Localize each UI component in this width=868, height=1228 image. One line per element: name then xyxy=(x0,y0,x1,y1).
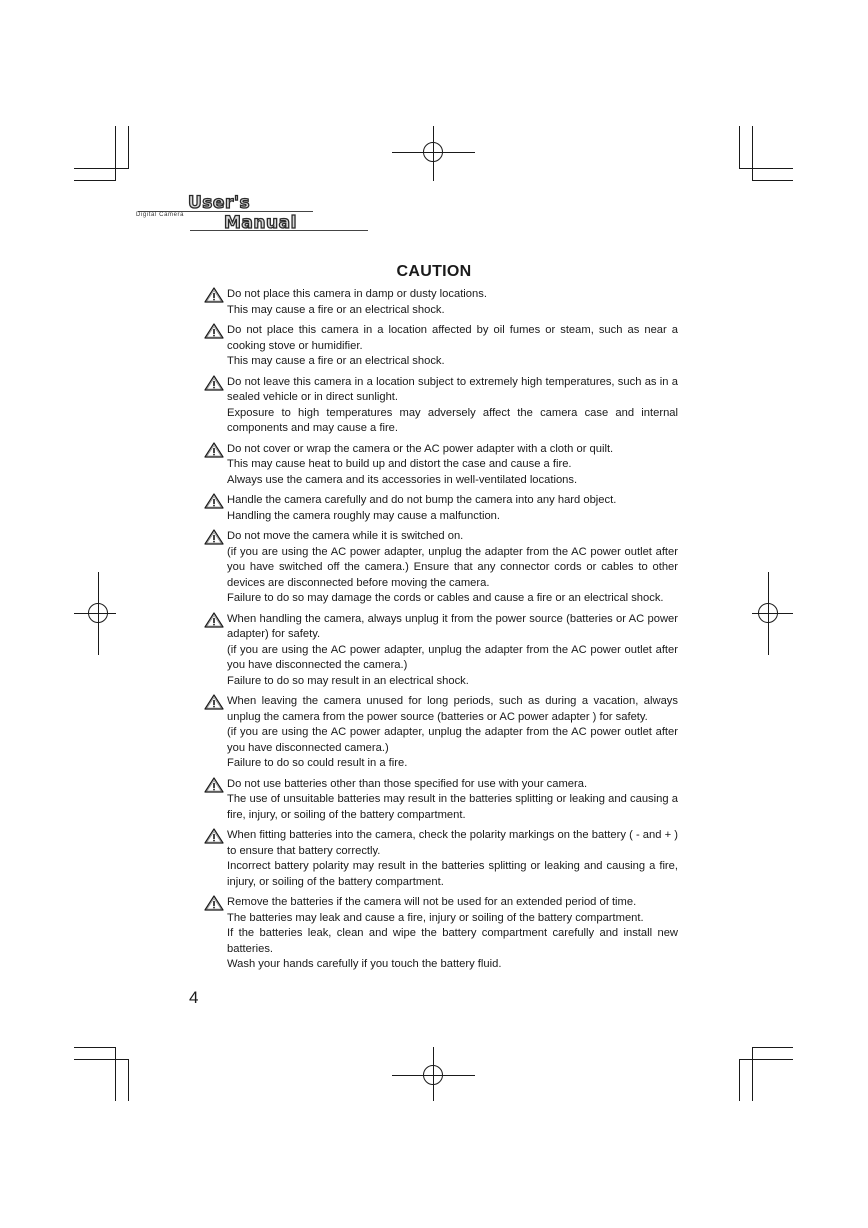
warning-triangle-icon xyxy=(204,694,224,710)
users-manual-logo xyxy=(136,192,371,236)
warning-triangle-icon xyxy=(204,828,224,844)
caution-text: Wash your hands carefully if you touch the battery fluid. xyxy=(227,958,502,970)
caution-text: This may cause a fire or an electrical shock. xyxy=(227,303,445,316)
caution-text: The batteries may leak and cause a fire, injury or soiling of the battery compartment. xyxy=(227,911,644,924)
warning-triangle-icon xyxy=(204,375,224,391)
caution-item xyxy=(204,442,678,489)
caution-text: This may cause heat to build up and distort the case and cause a fire. xyxy=(227,458,572,470)
caution-item xyxy=(204,287,678,318)
caution-text: Incorrect battery polarity may result in the batteries splitting or leaking and causing a fire, injury, or soiling of the battery compartment. xyxy=(227,860,678,888)
caution-item xyxy=(204,828,678,890)
caution-item xyxy=(204,694,678,772)
caution-item xyxy=(204,493,678,524)
caution-text: Failure to do so may result in an electrical shock. xyxy=(227,674,469,687)
warning-triangle-icon xyxy=(204,777,224,793)
caution-text: This may cause a fire or an electrical shock. xyxy=(227,355,445,367)
warning-triangle-icon xyxy=(204,529,224,545)
caution-text: (if you are using the AC power adapter, unplug the adapter from the AC power outlet after you have disconnected the camera.) xyxy=(227,643,678,671)
page-title: CAUTION xyxy=(396,263,472,280)
caution-text: Handling the camera roughly may cause a malfunction. xyxy=(227,509,500,522)
caution-item xyxy=(204,612,678,690)
caution-text: If the batteries leak, clean and wipe the battery compartment carefully and install new batteries. xyxy=(227,927,678,955)
caution-text: Do not place this camera in damp or dusty locations. xyxy=(227,288,487,300)
warning-triangle-icon xyxy=(204,323,224,339)
caution-text: The use of unsuitable batteries may result in the batteries splitting or leaking and causing a fire, injury, or soiling of the battery compartment. xyxy=(227,793,678,821)
logo-subtitle: Digital Camera xyxy=(136,212,185,218)
caution-item xyxy=(204,895,678,973)
caution-item xyxy=(204,323,678,370)
caution-text: Do not move the camera while it is switched on. xyxy=(227,530,464,542)
caution-text: Failure to do so could result in a fire. xyxy=(227,757,408,769)
caution-text: Failure to do so may damage the cords or cables and cause a fire or an electrical shock. xyxy=(227,592,664,604)
caution-item xyxy=(204,375,678,437)
logo-users-text: User's xyxy=(188,193,251,213)
warning-triangle-icon xyxy=(204,612,224,628)
caution-text: Do not leave this camera in a location subject to extremely high temperatures, such as in a sealed vehicle or in direct sunlight. xyxy=(227,375,678,403)
caution-text: Always use the camera and its accessories in well-ventilated locations. xyxy=(227,473,578,486)
caution-item xyxy=(204,777,678,824)
caution-item xyxy=(204,529,678,607)
caution-list xyxy=(204,287,678,978)
caution-text: Handle the camera carefully and do not bump the camera into any hard object. xyxy=(227,494,617,506)
caution-text: (if you are using the AC power adapter, unplug the adapter from the AC power outlet after you have switched off the camera.) Ensure that any connector cords or cables to other devices are disconnected before moving the camera. xyxy=(227,545,678,589)
logo-manual-text: Manual xyxy=(224,213,297,233)
caution-text: Exposure to high temperatures may adversely affect the camera case and internal components and may cause a fire. xyxy=(227,406,678,434)
caution-text: (if you are using the AC power adapter, unplug the adapter from the AC power outlet after you have disconnected camera.) xyxy=(227,726,678,754)
page-number: 4 xyxy=(189,988,199,1007)
warning-triangle-icon xyxy=(204,442,224,458)
caution-text: Do not use batteries other than those specified for use with your camera. xyxy=(227,777,588,790)
caution-text: Do not place this camera in a location affected by oil fumes or steam, such as near a cooking stove or humidifier. xyxy=(227,324,678,352)
caution-text: When leaving the camera unused for long periods, such as during a vacation, always unplug the camera from the power source (batteries or AC power adapter ) for safety. xyxy=(227,695,678,723)
warning-triangle-icon xyxy=(204,895,224,911)
caution-text: Do not cover or wrap the camera or the AC power adapter with a cloth or quilt. xyxy=(227,442,614,455)
warning-triangle-icon xyxy=(204,287,224,303)
caution-text: When fitting batteries into the camera, check the polarity markings on the battery ( - and + ) to ensure that battery correctly. xyxy=(227,829,678,857)
warning-triangle-icon xyxy=(204,493,224,509)
caution-text: When handling the camera, always unplug it from the power source (batteries or AC power adapter) for safety. xyxy=(227,612,678,640)
caution-text: Remove the batteries if the camera will not be used for an extended period of time. xyxy=(227,896,637,908)
